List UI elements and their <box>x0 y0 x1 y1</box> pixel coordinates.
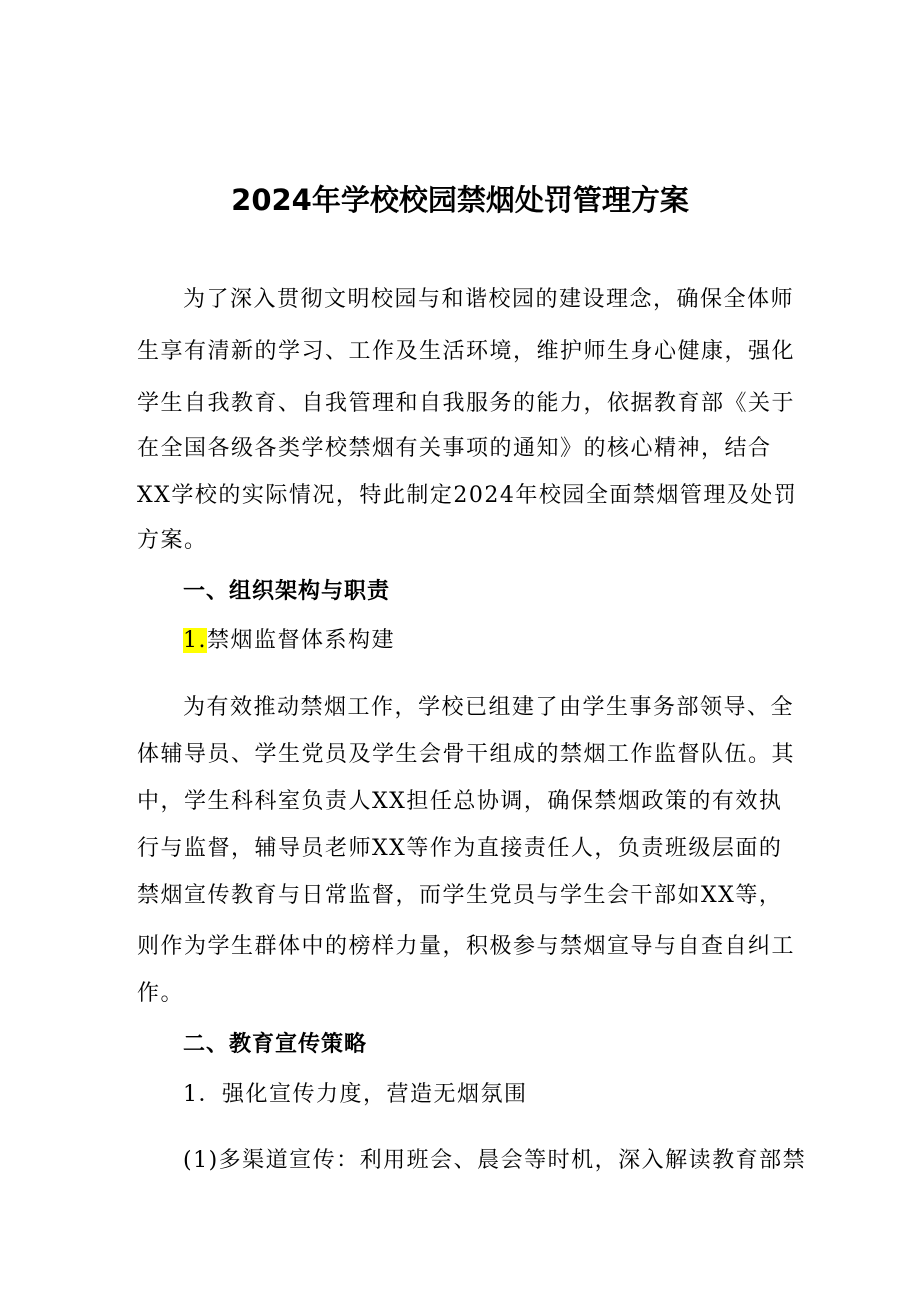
paragraph-line: 中，学生科科室负责人XX担任总协调，确保禁烟政策的有效执 <box>137 789 783 814</box>
paragraph-line: 则作为学生群体中的榜样力量，积极参与禁烟宣导与自查自纠工 <box>137 934 796 959</box>
subsection-text: 禁烟监督体系构建 <box>207 628 396 653</box>
intro-line: 方案。 <box>137 528 208 553</box>
list-item-line: (1)多渠道宣传：利用班会、晨会等时机，深入解读教育部禁 <box>183 1148 807 1173</box>
intro-line: 为了深入贯彻文明校园与和谐校园的建设理念，确保全体师 <box>183 287 795 312</box>
intro-line: XX学校的实际情况，特此制定2024年校园全面禁烟管理及处罚 <box>137 483 798 508</box>
document-title: 2024年学校校园禁烟处罚管理方案 <box>231 183 689 217</box>
paragraph-line: 禁烟宣传教育与日常监督，而学生党员与学生会干部如XX等， <box>137 883 783 908</box>
intro-line: 生享有清新的学习、工作及生活环境，维护师生身心健康，强化 <box>137 339 796 364</box>
intro-line: 在全国各级各类学校禁烟有关事项的通知》的核心精神，结合 <box>137 436 772 461</box>
paragraph-line: 行与监督，辅导员老师XX等作为直接责任人，负责班级层面的 <box>137 836 783 861</box>
section-heading: 一、组织架构与职责 <box>183 579 391 604</box>
section-heading: 二、教育宣传策略 <box>183 1032 368 1057</box>
subsection-heading <box>183 623 395 659</box>
highlighted-number: 1. <box>183 628 207 653</box>
paragraph-line: 为有效推动禁烟工作，学校已组建了由学生事务部领导、全 <box>183 695 795 720</box>
paragraph-line: 体辅导员、学生党员及学生会骨干组成的禁烟工作监督队伍。其 <box>137 742 796 767</box>
intro-line: 学生自我教育、自我管理和自我服务的能力，依据教育部《关于 <box>137 391 796 416</box>
paragraph-line: 作。 <box>137 981 185 1006</box>
subsection-heading: 1．强化宣传力度，营造无烟氛围 <box>183 1082 528 1107</box>
